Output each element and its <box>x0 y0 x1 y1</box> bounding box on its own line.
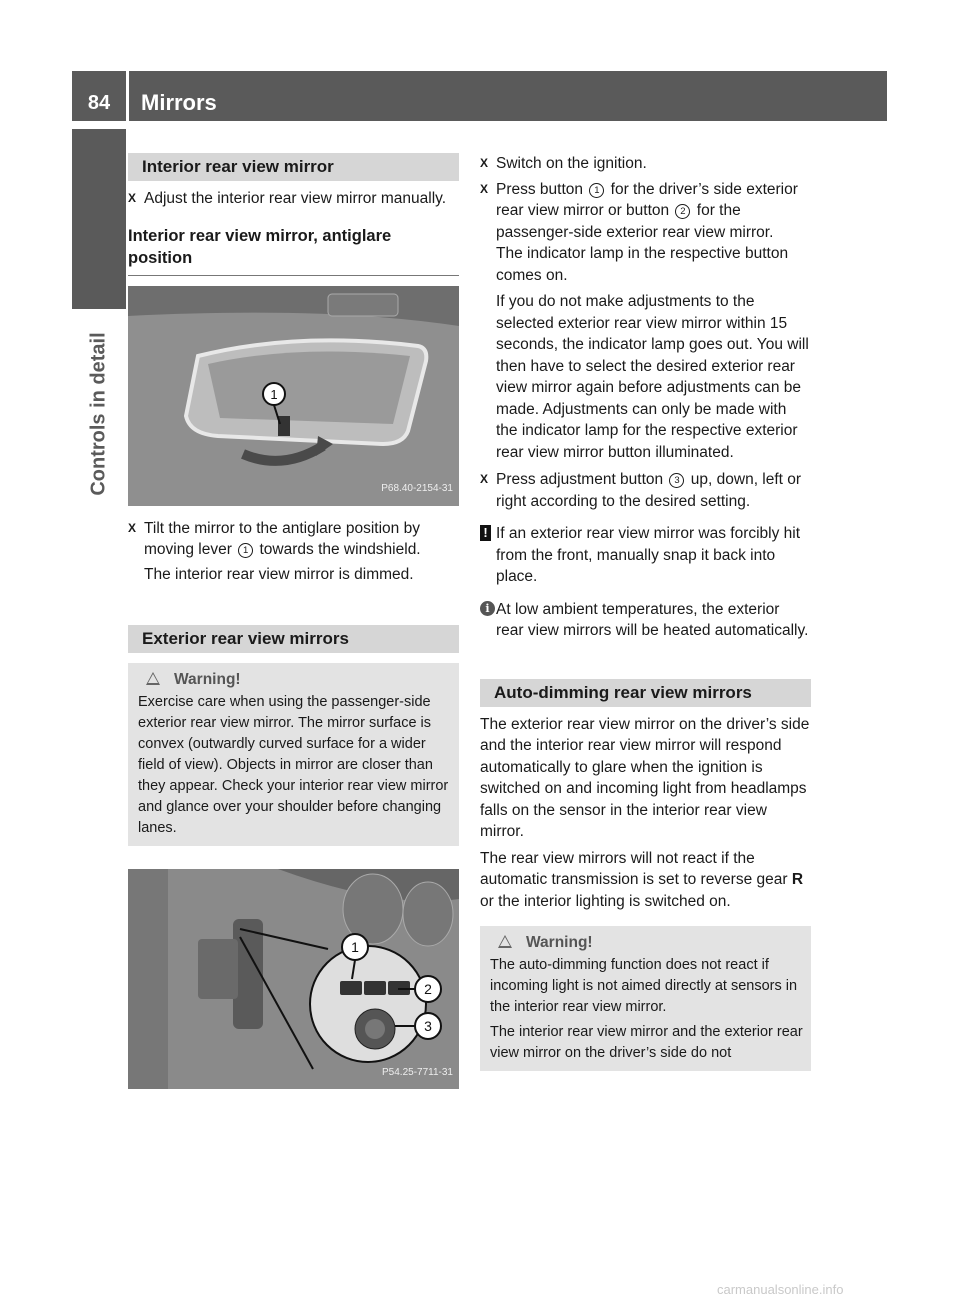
step-marker-icon: X <box>480 156 489 170</box>
step-result: If you do not make adjustments to the selected exterior rear view mirror within 15 seconds, the indicator lamp goes out. You will then have to select the desired exterior rear view mirror again before adjustments can be made. Adjustments can only be made with the indicator lamp for the respective exterior rear view mirror button illuminated. <box>496 293 809 461</box>
instruction-step: X Switch on the ignition. <box>480 153 811 175</box>
warning-box <box>128 663 459 846</box>
left-column <box>128 153 459 1089</box>
page-title: Mirrors <box>141 90 217 115</box>
number-1-icon: 1 <box>589 183 604 198</box>
page-number: 84 <box>87 92 111 114</box>
step-marker-icon: X <box>128 191 137 205</box>
mirror-photo <box>128 286 459 506</box>
info-icon: i <box>480 601 495 616</box>
number-3-icon: 3 <box>669 473 684 488</box>
warning-title: Warning! <box>138 669 451 690</box>
caution-note: ! If an exterior rear view mirror was forcibly hit from the front, manually snap it back into place. <box>480 523 811 588</box>
svg-text:2: 2 <box>424 981 432 997</box>
instruction-step: X Press adjustment button 3 up, down, left or right according to the desired setting. <box>480 471 802 510</box>
door-controls-photo <box>128 869 459 1089</box>
section-heading-interior-mirror: Interior rear view mirror <box>128 153 459 181</box>
side-tab <box>72 309 126 519</box>
step-marker-icon: X <box>480 181 489 196</box>
svg-text:1: 1 <box>351 939 359 955</box>
warning-triangle-icon <box>146 672 160 685</box>
step-marker-icon: X <box>480 472 489 486</box>
instruction-step: X Press button 1 for the driver’s side exterior rear view mirror or button 2 for the passenger-side exterior rear view mirror. <box>480 180 798 241</box>
door-switch-illustration <box>128 869 459 1089</box>
warning-title: Warning! <box>490 932 803 953</box>
step-marker-icon: X <box>128 520 137 535</box>
section-heading-exterior-mirrors: Exterior rear view mirrors <box>128 625 459 653</box>
section-heading-auto-dimming: Auto-dimming rear view mirrors <box>480 679 811 707</box>
paragraph: The rear view mirrors will not react if the automatic transmission is set to reverse gear R or the interior lighting is switched on. <box>480 849 804 910</box>
number-2-icon: 2 <box>675 204 690 219</box>
instruction-step: X Adjust the interior rear view mirror manually. <box>128 188 459 210</box>
warning-text: The auto-dimming function does not react if incoming light is not aimed directly at sensors in the interior rear view mirror. <box>490 957 798 1015</box>
caution-icon: ! <box>480 525 491 541</box>
photo-code: P68.40-2154-31 <box>381 483 453 494</box>
info-note: i At low ambient temperatures, the exterior rear view mirrors will be heated automatically. <box>480 599 811 642</box>
svg-text:3: 3 <box>424 1018 432 1034</box>
step-result: The indicator lamp in the respective button comes on. <box>496 245 789 284</box>
instruction-step: X Tilt the mirror to the antiglare position by moving lever 1 towards the windshield. <box>128 519 421 558</box>
paragraph: The exterior rear view mirror on the driver’s side and the interior rear view mirror will respond automatically to glare when the ignition is switched on and incoming light from headlamps falls on the sensor in the interior rear view mirror. <box>480 715 810 840</box>
warning-text: Exercise care when using the passenger-side exterior rear view mirror. The mirror surface is convex (outwardly curved surface for a wider field of view). Objects in mirror are closer than they appear. Check your interior rear view mirror and glance over your shoulder before changing lanes. <box>138 694 449 836</box>
right-column <box>480 153 811 1071</box>
warning-text: The interior rear view mirror and the exterior rear view mirror on the driver’s side do not <box>490 1024 803 1061</box>
svg-text:1: 1 <box>270 386 278 402</box>
interior-mirror-illustration <box>128 286 459 506</box>
warning-triangle-icon <box>498 935 512 948</box>
side-block <box>72 129 126 309</box>
step-result: The interior rear view mirror is dimmed. <box>144 565 414 583</box>
header-divider <box>126 71 129 121</box>
footer-watermark: carmanualsonline.info <box>717 1282 844 1297</box>
photo-code: P54.25-7711-31 <box>382 1066 453 1078</box>
subheading-antiglare: Interior rear view mirror, antiglare position <box>128 225 459 276</box>
side-tab-label: Controls in detail <box>87 332 110 496</box>
warning-box <box>480 926 811 1071</box>
number-1-icon: 1 <box>238 543 253 558</box>
